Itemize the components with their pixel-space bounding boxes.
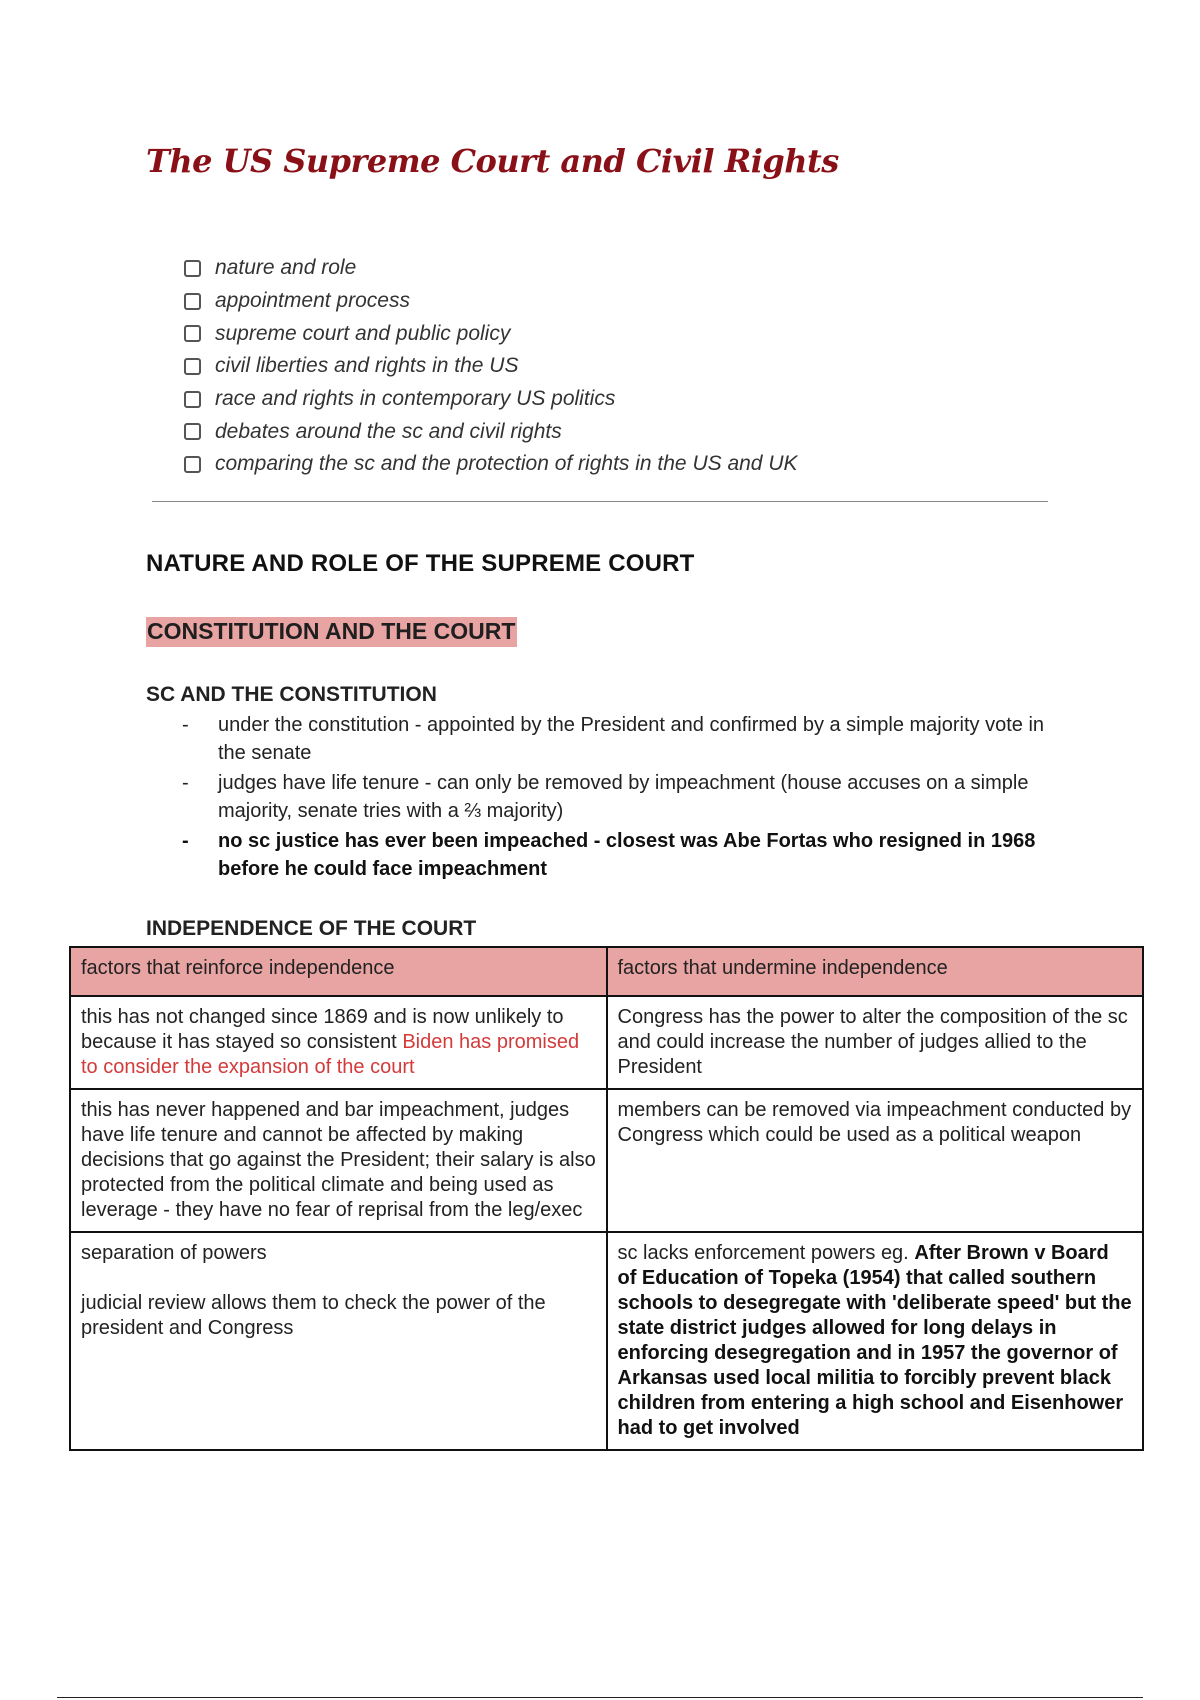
red-note: Biden has promised to consider the expansion of the court: [81, 1031, 580, 1078]
checkbox-icon[interactable]: [184, 391, 201, 408]
checklist-item[interactable]: [184, 285, 798, 318]
table-cell: [607, 1232, 1144, 1450]
checklist-label: appointment process: [215, 289, 410, 313]
cell-text: judicial review allows them to check the power of the president and Congress: [81, 1292, 546, 1339]
checkbox-icon[interactable]: [184, 423, 201, 440]
highlighted-heading: CONSTITUTION AND THE COURT: [146, 617, 517, 647]
dash-bullet-icon: -: [182, 830, 189, 852]
bullet-text: under the constitution - appointed by the President and confirmed by a simple majority vote in the senate: [218, 714, 1045, 764]
header-undermine: factors that undermine independence: [607, 947, 1144, 996]
constitution-bullets: [146, 711, 1066, 885]
cell-text: separation of powers: [81, 1242, 267, 1264]
subheading-sc-constitution: SC AND THE CONSTITUTION: [146, 683, 437, 706]
bullet-text: no sc justice has ever been impeached - closest was Abe Fortas who resigned in 1968 before he could face impeachment: [218, 830, 1036, 880]
checkbox-icon[interactable]: [184, 325, 201, 342]
cell-bold-text: After Brown v Board of Education of Topeka (1954) that called southern schools to desegregate with 'deliberate speed' but the state district judges allowed for long delays in enforcing desegregation and in 1957 the governor of Arkansas used local militia to forcibly prevent black children from entering a high school and Eisenhower had to get involved: [617, 1242, 1132, 1439]
table-cell: Congress has the power to alter the composition of the sc and could increase the number of judges allied to the President: [607, 996, 1144, 1089]
bullet-text: judges have life tenure - can only be removed by impeachment (house accuses on a simple majority, senate tries with a ⅔ majority): [218, 772, 1029, 822]
table-cell: this has never happened and bar impeachment, judges have life tenure and cannot be affected by making decisions that go against the President; their salary is also protected from the political climate and being used as leverage - they have no fear of reprisal from the leg/exec: [70, 1089, 607, 1232]
section-heading: NATURE AND ROLE OF THE SUPREME COURT: [146, 550, 695, 577]
bullet-item: [146, 827, 1066, 883]
bullet-item: [146, 711, 1066, 767]
document-title: The US Supreme Court and Civil Rights: [146, 142, 839, 180]
table-row: [70, 1232, 1143, 1450]
checklist-item[interactable]: [184, 350, 798, 383]
table-header-row: [70, 947, 1143, 996]
table-cell: [70, 1232, 607, 1450]
cell-text: this has not changed since 1869 and is now unlikely to because it has stayed so consistent: [81, 1006, 564, 1053]
checklist-label: race and rights in contemporary US politics: [215, 387, 616, 411]
horizontal-divider: [152, 501, 1048, 502]
checklist-label: civil liberties and rights in the US: [215, 354, 519, 378]
dash-bullet-icon: -: [182, 714, 189, 736]
checkbox-icon[interactable]: [184, 358, 201, 375]
bullet-item: [146, 769, 1066, 825]
subheading-independence: INDEPENDENCE OF THE COURT: [146, 917, 477, 940]
checklist-item[interactable]: [184, 415, 798, 448]
table-cell: members can be removed via impeachment conducted by Congress which could be used as a political weapon: [607, 1089, 1144, 1232]
table-row: [70, 996, 1143, 1089]
header-reinforce: factors that reinforce independence: [70, 947, 607, 996]
dash-bullet-icon: -: [182, 772, 189, 794]
page-bottom-divider: [57, 1697, 1143, 1698]
checklist-item[interactable]: [184, 448, 798, 481]
independence-table: [69, 946, 1144, 1451]
checklist-item[interactable]: [184, 383, 798, 416]
cell-text: sc lacks enforcement powers eg.: [617, 1242, 909, 1264]
checkbox-icon[interactable]: [184, 456, 201, 473]
table-row: [70, 1089, 1143, 1232]
checklist-label: nature and role: [215, 256, 357, 280]
topic-checklist: [184, 252, 798, 481]
checklist-item[interactable]: [184, 252, 798, 285]
checkbox-icon[interactable]: [184, 260, 201, 277]
table-cell: [70, 996, 607, 1089]
checklist-label: supreme court and public policy: [215, 321, 511, 345]
checklist-item[interactable]: [184, 317, 798, 350]
checkbox-icon[interactable]: [184, 293, 201, 310]
checklist-label: debates around the sc and civil rights: [215, 419, 562, 443]
checklist-label: comparing the sc and the protection of rights in the US and UK: [215, 452, 798, 476]
